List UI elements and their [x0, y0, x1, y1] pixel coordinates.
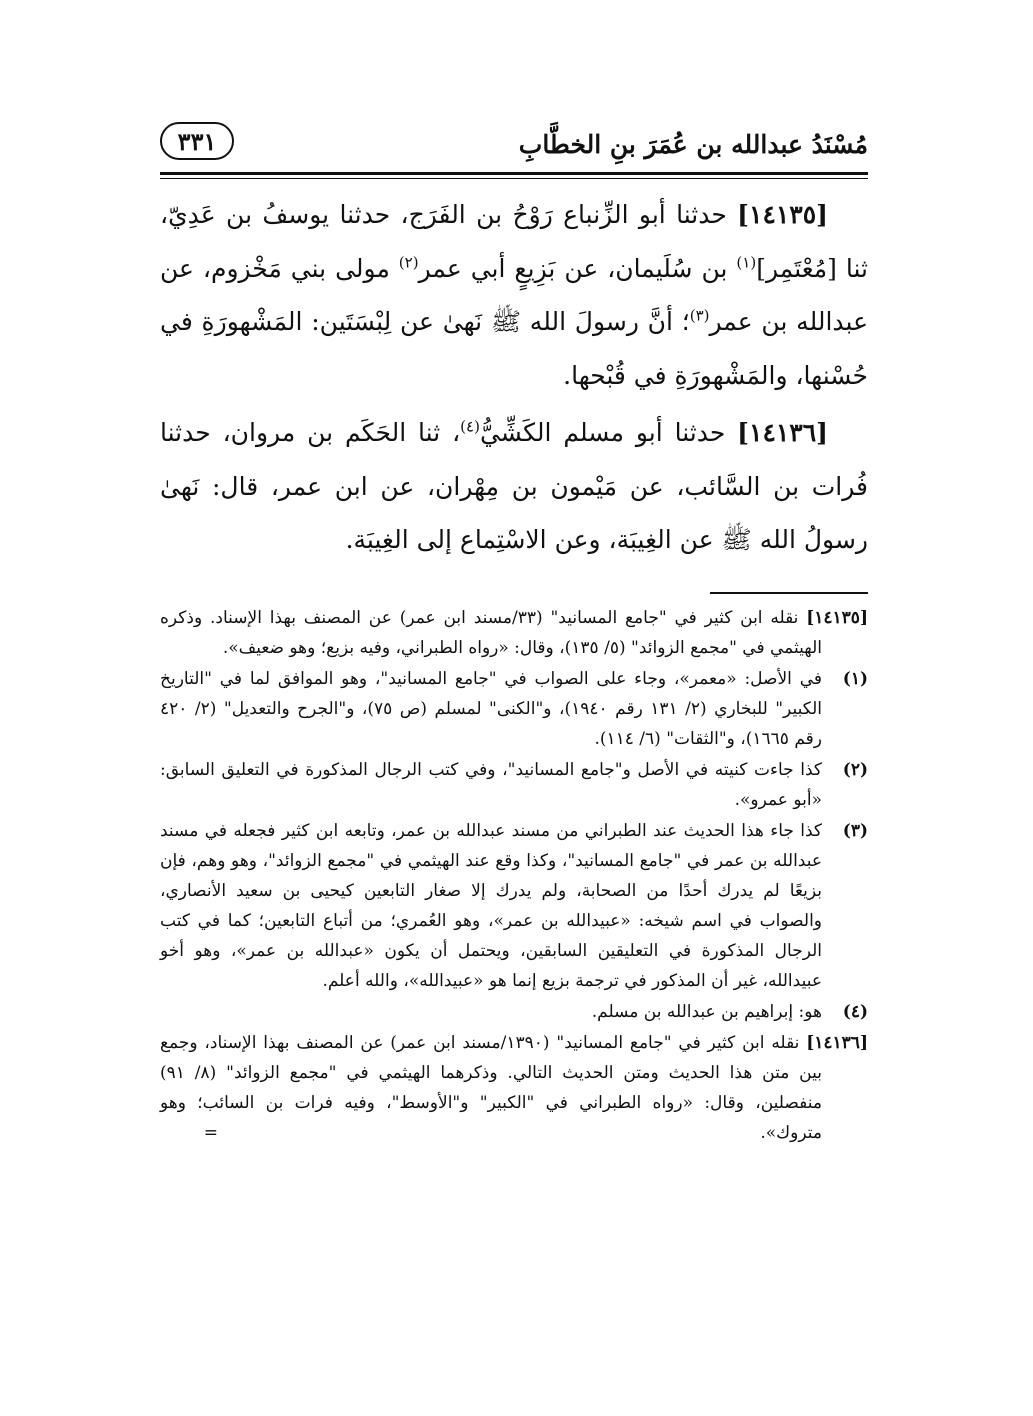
note-label: (٤): [842, 1002, 868, 1022]
hadith-text: حدثنا أبو الزِّنباع رَوْحُ بن الفَرَج، حدثنا يوسفُ بن عَدِيّ، ثنا [مُعْتَمِر]: [160, 200, 869, 283]
hadith-number: [١٤١٣٥]: [737, 200, 828, 229]
hadith-text: ، ثنا الحَكَم بن مروان، حدثنا فُرات بن السَّائب، عن مَيْمون بن مِهْران، عن ابن عمر، قال: نَهىٰ رسولُ الله ﷺ عن الغِيبَة، وعن الاسْتِماع إلى الغِيبَة.: [160, 418, 868, 554]
footnote-ref: (٣): [689, 306, 710, 325]
footnotes: [160, 603, 868, 1149]
source-note-14135: [160, 603, 868, 663]
note-text: كذا جاءت كنيته في الأصل و"جامع المسانيد"، وفي كتب الرجال المذكورة في التعليق السابق: «أبو عمرو».: [160, 760, 822, 810]
hadith-text: حدثنا أبو مسلم الكَشِّيُّ: [479, 418, 738, 447]
footnote-ref: (١): [736, 253, 757, 272]
footnote-4: [160, 997, 868, 1027]
header-rule-thin: [160, 178, 868, 179]
hadith-14136: [160, 406, 868, 567]
hadith-number: [١٤١٣٦]: [737, 418, 828, 447]
note-label: [١٤١٣٦]: [806, 1033, 868, 1053]
source-note-14136: [١٤١٣٦] نقله ابن كثير في "جامع المسانيد" (١٣٩٠/مسند ابن عمر) عن المصنف بهذا الإسناد، وجمع بين متن هذا الحديث ومتن الحديث التالي. وذكرهما الهيثمي في "مجمع الزوائد" (٨/ ٩١) منفصلين، وقال: «رواه الطبراني في "الكبير" و"الأوسط"، وفيه فرات بن السائب؛ وهو متروك». =: [160, 1033, 868, 1143]
footnote-ref: (٤): [460, 417, 480, 436]
footnote-3: [160, 816, 868, 996]
note-text: في الأصل: «معمر»، وجاء على الصواب في "جامع المسانيد"، وهو الموافق لما في "التاريخ الكبير" للبخاري (٢/ ١٣١ رقم ١٩٤٠)، و"الكنى" لمسلم (ص ٧٥)، و"الجرح والتعديل" (٢/ ٤٢٠ رقم ١٦٦٥)، و"الثقات" (٦/ ١١٤).: [160, 669, 822, 749]
note-text: هو: إبراهيم بن عبدالله بن مسلم.: [591, 1002, 822, 1022]
footnote-ref: (٢): [398, 253, 419, 272]
note-text: نقله ابن كثير في "جامع المسانيد" (١٣٩٠/مسند ابن عمر) عن المصنف بهذا الإسناد، وجمع بين متن هذا الحديث ومتن الحديث التالي. وذكرهما الهيثمي في "مجمع الزوائد" (٨/ ٩١) منفصلين، وقال: «رواه الطبراني في "الكبير" و"الأوسط"، وفيه فرات بن السائب؛ وهو متروك».: [160, 1033, 822, 1143]
page-number-badge: ٣٣١: [160, 122, 234, 160]
note-text: نقله ابن كثير في "جامع المسانيد" (٣٣/مسند ابن عمر) عن المصنف بهذا الإسناد. وذكره الهيثمي في "مجمع الزوائد" (٥/ ١٣٥)، وقال: «رواه الطبراني، وفيه بزيع؛ وهو ضعيف».: [160, 608, 822, 658]
hadith-14135: [160, 188, 868, 402]
footnote-separator: [710, 592, 868, 594]
note-label: [١٤١٣٥]: [806, 608, 868, 628]
main-text: [160, 188, 868, 567]
note-label: (٢): [842, 760, 868, 780]
footnote-2: [160, 755, 868, 815]
hadith-text: ؛ أنَّ رسولَ الله ﷺ نَهىٰ عن لِبْسَتَين: المَشْهورَةِ في حُسْنها، والمَشْهورَةِ في قُبْحها.: [160, 307, 868, 390]
note-label: (١): [842, 669, 868, 689]
page-header: [160, 118, 868, 170]
hadith-text: بن سُلَيمان، عن بَزِيعٍ أبي عمر: [418, 253, 737, 283]
footnote-1: [160, 664, 868, 754]
hadith-text: مولى بني مَخْزوم، عن عبدالله بن عمر: [160, 253, 868, 336]
note-text: كذا جاء هذا الحديث عند الطبراني من مسند عبدالله بن عمر، وتابعه ابن كثير فجعله في مسند عبدالله بن عمر في "جامع المسانيد"، وكذا وقع عند الهيثمي في "مجمع الزوائد"، وهو وهم، فإن بزيعًا لم يدرك أحدًا من الصحابة، ولم يدرك إلا صغار التابعين كيحيى بن سعيد الأنصاري، والصواب في اسم شيخه: «عبيدالله بن عمر»، وهو العُمري؛ من أتباع التابعين؛ كما في كتب الرجال المذكورة في التعليقين السابقين، ويحتمل أن يكون «عبدالله بن عمر»، وهو أخو عبيدالله، غير أن المذكور في ترجمة بزيع إنما هو «عبيدالله»، والله أعلم.: [160, 821, 822, 991]
header-rule-thick: [160, 172, 868, 175]
note-label: (٣): [842, 821, 868, 841]
running-title: مُسْنَدُ عبدالله بن عُمَرَ بنِ الخطَّابِ: [518, 130, 868, 159]
